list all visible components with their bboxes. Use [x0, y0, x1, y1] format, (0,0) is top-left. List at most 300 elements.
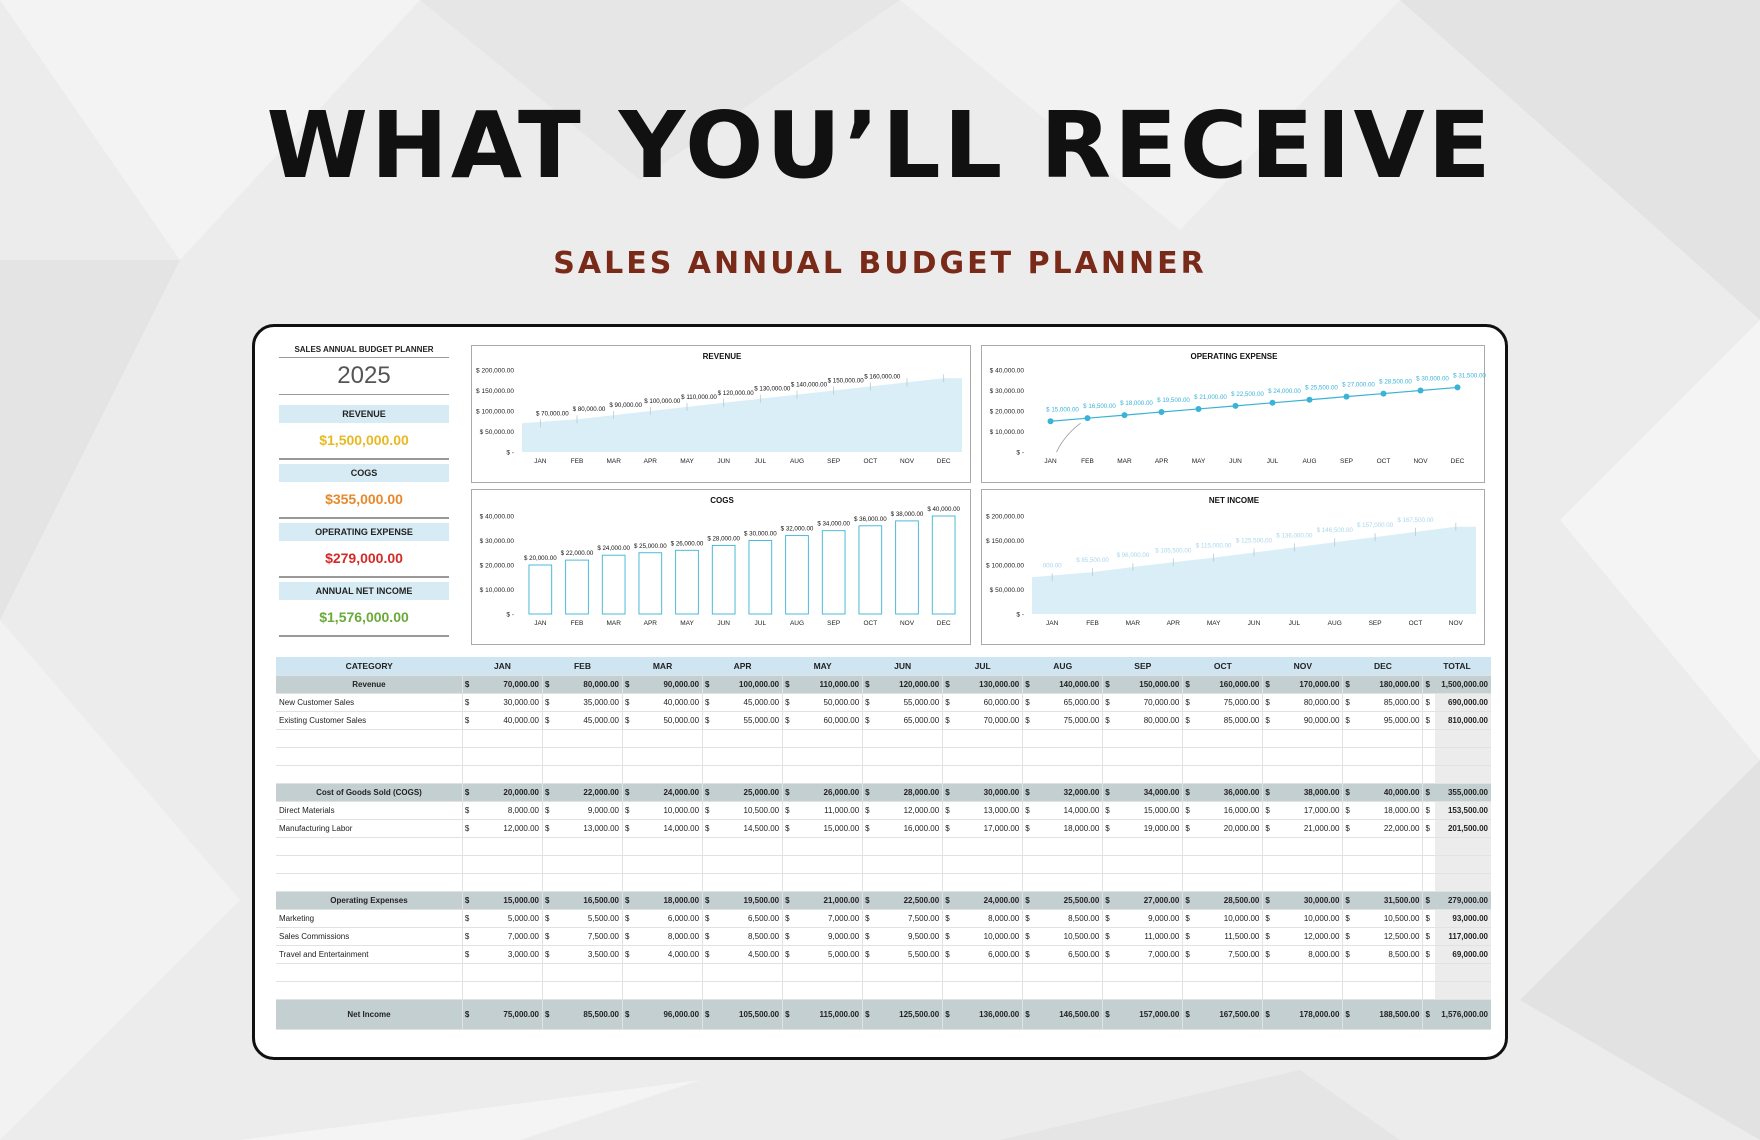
data-label: $ 125,500.00	[1235, 537, 1273, 545]
table-cell	[955, 765, 1023, 783]
revenue-value: $1,500,000.00	[279, 423, 449, 460]
currency-symbol: $	[783, 909, 795, 927]
chart-title: OPERATING EXPENSE	[1190, 352, 1278, 361]
table-cell	[475, 963, 543, 981]
data-label: $ 140,000.00	[790, 381, 828, 389]
row-label: Cost of Goods Sold (COGS)	[276, 783, 462, 801]
table-cell	[276, 855, 462, 873]
table-row-blank	[276, 747, 1491, 765]
data-label: $ 27,000.00	[1342, 381, 1375, 389]
cell-value: 18,000.00	[1035, 819, 1103, 837]
currency-symbol: $	[1023, 909, 1035, 927]
column-header: JAN	[462, 657, 542, 675]
table-cell	[1035, 855, 1103, 873]
cell-value: 22,000.00	[555, 783, 623, 801]
table-cell	[1263, 873, 1275, 891]
table-cell	[1355, 729, 1423, 747]
revenue-label: REVENUE	[279, 405, 449, 423]
x-tick-label: MAY	[1206, 620, 1221, 627]
x-tick-label: AUG	[1302, 458, 1317, 465]
bar	[932, 516, 955, 614]
currency-symbol: $	[863, 999, 875, 1029]
bar	[529, 565, 552, 614]
table-cell	[276, 747, 462, 765]
table-cell	[1115, 981, 1183, 999]
row-label: Existing Customer Sales	[276, 711, 462, 729]
table-cell	[1435, 873, 1491, 891]
currency-symbol: $	[1343, 711, 1355, 729]
bar	[639, 553, 662, 614]
currency-symbol: $	[1423, 801, 1435, 819]
x-tick-label: NOV	[1448, 620, 1463, 627]
table-cell	[703, 981, 715, 999]
table-cell	[1435, 837, 1491, 855]
row-label: Sales Commissions	[276, 927, 462, 945]
table-cell	[1183, 981, 1195, 999]
cell-value: 7,500.00	[1195, 945, 1263, 963]
x-tick-label: JUN	[1229, 458, 1242, 465]
table-cell	[1103, 855, 1115, 873]
table-cell	[1355, 873, 1423, 891]
x-tick-label: JUL	[1288, 620, 1301, 627]
currency-symbol: $	[783, 693, 795, 711]
cell-value: 45,000.00	[715, 693, 783, 711]
table-row	[276, 909, 1491, 927]
row-label: Operating Expenses	[276, 891, 462, 909]
cell-value: 19,000.00	[1115, 819, 1183, 837]
x-tick-label: MAR	[606, 458, 621, 465]
table-cell	[1183, 765, 1195, 783]
table-cell	[555, 873, 623, 891]
table-cell	[943, 981, 955, 999]
cell-value: 8,000.00	[955, 909, 1023, 927]
table-cell	[276, 729, 462, 747]
table-cell	[635, 729, 703, 747]
y-tick-label: $ -	[506, 449, 514, 457]
table-cell	[1035, 981, 1103, 999]
table-cell	[715, 963, 783, 981]
table-cell	[715, 765, 783, 783]
table-cell	[955, 963, 1023, 981]
table-cell	[1035, 873, 1103, 891]
cell-value: 105,500.00	[715, 999, 783, 1029]
currency-symbol: $	[623, 675, 635, 693]
currency-symbol: $	[1343, 909, 1355, 927]
table-cell	[1103, 963, 1115, 981]
table-cell	[1103, 729, 1115, 747]
table-cell	[715, 981, 783, 999]
data-label: $ 24,000.00	[597, 545, 631, 553]
table-cell	[955, 855, 1023, 873]
currency-symbol: $	[1183, 711, 1195, 729]
currency-symbol: $	[703, 819, 715, 837]
x-tick-label: AUG	[789, 458, 805, 465]
table-cell	[276, 765, 462, 783]
data-point	[1344, 394, 1350, 400]
table-cell	[1343, 729, 1355, 747]
cell-value: 160,000.00	[1195, 675, 1263, 693]
currency-symbol: $	[703, 891, 715, 909]
currency-symbol: $	[1103, 693, 1115, 711]
row-total: 1,576,000.00	[1435, 999, 1491, 1029]
column-header: MAR	[623, 657, 703, 675]
cell-value: 24,000.00	[955, 891, 1023, 909]
x-tick-label: FEB	[570, 620, 584, 627]
table-cell	[703, 837, 715, 855]
cell-value: 96,000.00	[635, 999, 703, 1029]
table-cell	[1035, 729, 1103, 747]
currency-symbol: $	[1343, 675, 1355, 693]
row-total: 690,000.00	[1435, 693, 1491, 711]
table-cell	[783, 873, 795, 891]
cell-value: 188,500.00	[1355, 999, 1423, 1029]
data-label: $ 32,000.00	[780, 525, 814, 533]
cell-value: 65,000.00	[1035, 693, 1103, 711]
currency-symbol: $	[1183, 999, 1195, 1029]
cell-value: 85,000.00	[1195, 711, 1263, 729]
cell-value: 15,000.00	[475, 891, 543, 909]
net-income-chart	[981, 489, 1485, 645]
spreadsheet-preview	[252, 324, 1508, 1060]
currency-symbol: $	[1423, 711, 1435, 729]
table-cell	[475, 855, 543, 873]
currency-symbol: $	[783, 675, 795, 693]
summary-panel	[279, 345, 449, 641]
data-label: $ 40,000.00	[927, 506, 961, 513]
currency-symbol: $	[703, 675, 715, 693]
bar	[566, 560, 589, 614]
cell-value: 15,000.00	[1115, 801, 1183, 819]
cell-value: 8,000.00	[475, 801, 543, 819]
table-cell	[542, 747, 554, 765]
currency-symbol: $	[462, 891, 474, 909]
data-label: $ 18,000.00	[1120, 400, 1153, 408]
table-cell	[462, 747, 474, 765]
table-cell	[875, 873, 943, 891]
currency-symbol: $	[1263, 945, 1275, 963]
cell-value: 95,000.00	[1355, 711, 1423, 729]
cogs-label: COGS	[279, 464, 449, 482]
column-header: MAY	[783, 657, 863, 675]
table-cell	[1435, 855, 1491, 873]
table-row-blank	[276, 765, 1491, 783]
cell-value: 14,000.00	[1035, 801, 1103, 819]
table-cell	[1195, 747, 1263, 765]
currency-symbol: $	[1263, 927, 1275, 945]
currency-symbol: $	[1423, 999, 1435, 1029]
currency-symbol: $	[623, 891, 635, 909]
table-cell	[635, 963, 703, 981]
table-cell	[1103, 981, 1115, 999]
cell-value: 8,500.00	[715, 927, 783, 945]
x-tick-label: JAN	[534, 620, 547, 627]
x-tick-label: OCT	[863, 620, 878, 627]
column-header: JUN	[863, 657, 943, 675]
cell-value: 38,000.00	[1275, 783, 1343, 801]
currency-symbol: $	[703, 801, 715, 819]
currency-symbol: $	[1423, 783, 1435, 801]
cell-value: 25,000.00	[715, 783, 783, 801]
x-tick-label: APR	[1154, 458, 1169, 465]
currency-symbol: $	[1423, 945, 1435, 963]
data-label: 000.00	[1042, 562, 1062, 570]
table-cell	[1275, 729, 1343, 747]
table-cell	[1343, 837, 1355, 855]
cell-value: 40,000.00	[1355, 783, 1423, 801]
cell-value: 136,000.00	[955, 999, 1023, 1029]
cell-value: 25,500.00	[1035, 891, 1103, 909]
data-label: $ 110,000.00	[681, 393, 717, 401]
cell-value: 4,000.00	[635, 945, 703, 963]
currency-symbol: $	[703, 693, 715, 711]
currency-symbol: $	[462, 711, 474, 729]
y-tick-label: $ 200,000.00	[476, 367, 514, 375]
table-cell	[462, 855, 474, 873]
table-cell	[795, 963, 863, 981]
currency-symbol: $	[783, 711, 795, 729]
table-cell	[542, 873, 554, 891]
currency-symbol: $	[462, 819, 474, 837]
table-cell	[462, 765, 474, 783]
table-cell	[635, 747, 703, 765]
cell-value: 60,000.00	[795, 711, 863, 729]
y-tick-label: $ -	[506, 611, 514, 619]
currency-symbol: $	[1103, 945, 1115, 963]
data-label: $ 105,500.00	[1155, 547, 1192, 555]
table-cell	[1183, 855, 1195, 873]
currency-symbol: $	[542, 711, 554, 729]
currency-symbol: $	[863, 783, 875, 801]
table-cell	[863, 981, 875, 999]
table-cell	[783, 855, 795, 873]
x-tick-label: FEB	[1086, 620, 1099, 627]
table-cell	[542, 981, 554, 999]
cell-value: 26,000.00	[795, 783, 863, 801]
column-header: APR	[703, 657, 783, 675]
currency-symbol: $	[1183, 801, 1195, 819]
x-tick-label: MAY	[680, 458, 694, 465]
cell-value: 55,000.00	[715, 711, 783, 729]
row-label: Direct Materials	[276, 801, 462, 819]
table-cell	[783, 729, 795, 747]
cell-value: 125,500.00	[875, 999, 943, 1029]
data-label: $ 130,000.00	[754, 385, 791, 393]
x-tick-label: SEP	[1339, 458, 1354, 465]
table-cell	[795, 729, 863, 747]
currency-symbol: $	[943, 783, 955, 801]
x-tick-label: SEP	[827, 458, 841, 465]
table-cell	[635, 873, 703, 891]
table-cell	[1275, 981, 1343, 999]
row-label: Revenue	[276, 675, 462, 693]
data-label: $ 146,500.00	[1316, 527, 1353, 535]
table-cell	[1023, 963, 1035, 981]
currency-symbol: $	[542, 819, 554, 837]
data-label: $ 24,000.00	[1268, 387, 1301, 395]
cell-value: 35,000.00	[555, 693, 623, 711]
data-point	[1233, 403, 1239, 409]
table-cell	[555, 963, 623, 981]
y-tick-label: $ -	[1016, 611, 1024, 619]
cell-value: 55,000.00	[875, 693, 943, 711]
table-cell	[276, 837, 462, 855]
data-label: $ 80,000.00	[572, 406, 606, 414]
table-cell	[783, 981, 795, 999]
bar	[822, 531, 845, 614]
table-cell	[475, 981, 543, 999]
cell-value: 12,000.00	[475, 819, 543, 837]
currency-symbol: $	[542, 945, 554, 963]
table-cell	[1183, 747, 1195, 765]
data-label: $ 31,500.00	[1453, 372, 1486, 380]
cell-value: 75,000.00	[475, 999, 543, 1029]
table-cell	[783, 747, 795, 765]
table-cell	[1423, 873, 1435, 891]
cell-value: 30,000.00	[1275, 891, 1343, 909]
data-point	[1048, 418, 1054, 424]
cell-value: 36,000.00	[1195, 783, 1263, 801]
table-cell	[943, 837, 955, 855]
cell-value: 75,000.00	[1195, 693, 1263, 711]
row-total: 93,000.00	[1435, 909, 1491, 927]
row-total: 117,000.00	[1435, 927, 1491, 945]
table-cell	[542, 765, 554, 783]
cell-value: 75,000.00	[1035, 711, 1103, 729]
data-label: $ 167,500.00	[1397, 516, 1434, 524]
table-cell	[703, 747, 715, 765]
table-row-blank	[276, 837, 1491, 855]
cell-value: 60,000.00	[955, 693, 1023, 711]
cell-value: 9,000.00	[795, 927, 863, 945]
currency-symbol: $	[943, 801, 955, 819]
currency-symbol: $	[943, 945, 955, 963]
cell-value: 18,000.00	[1355, 801, 1423, 819]
table-row	[276, 783, 1491, 801]
currency-symbol: $	[1183, 819, 1195, 837]
currency-symbol: $	[1103, 711, 1115, 729]
table-cell	[715, 729, 783, 747]
x-tick-label: JUN	[717, 620, 730, 627]
currency-symbol: $	[1343, 801, 1355, 819]
cell-value: 16,000.00	[1195, 801, 1263, 819]
operating-expense-chart	[981, 345, 1485, 483]
x-tick-label: JUN	[717, 458, 730, 465]
currency-symbol: $	[623, 783, 635, 801]
table-cell	[1263, 855, 1275, 873]
currency-symbol: $	[1423, 675, 1435, 693]
cell-value: 22,500.00	[875, 891, 943, 909]
table-cell	[623, 765, 635, 783]
currency-symbol: $	[1103, 891, 1115, 909]
table-row	[276, 945, 1491, 963]
cell-value: 9,000.00	[555, 801, 623, 819]
page-subheadline: SALES ANNUAL BUDGET PLANNER	[553, 246, 1207, 281]
table-cell	[1423, 837, 1435, 855]
table-row-blank	[276, 855, 1491, 873]
currency-symbol: $	[1023, 783, 1035, 801]
table-cell	[943, 963, 955, 981]
table-cell	[703, 729, 715, 747]
table-cell	[555, 837, 623, 855]
table-cell	[955, 837, 1023, 855]
cell-value: 21,000.00	[1275, 819, 1343, 837]
cell-value: 5,500.00	[555, 909, 623, 927]
bar	[749, 541, 772, 615]
y-tick-label: $ 20,000.00	[989, 408, 1024, 416]
x-tick-label: OCT	[1376, 458, 1391, 465]
table-cell	[542, 963, 554, 981]
table-cell	[1183, 963, 1195, 981]
column-header: FEB	[542, 657, 622, 675]
cell-value: 13,000.00	[955, 801, 1023, 819]
data-label: $ 100,000.00	[644, 398, 681, 405]
cell-value: 40,000.00	[475, 711, 543, 729]
cell-value: 130,000.00	[955, 675, 1023, 693]
table-cell	[715, 837, 783, 855]
data-point	[1196, 406, 1202, 412]
currency-symbol: $	[542, 675, 554, 693]
table-cell	[1355, 855, 1423, 873]
table-cell	[715, 747, 783, 765]
y-tick-label: $ 30,000.00	[479, 538, 514, 545]
currency-symbol: $	[783, 927, 795, 945]
cell-value: 85,000.00	[1355, 693, 1423, 711]
table-cell	[863, 747, 875, 765]
cell-value: 3,000.00	[475, 945, 543, 963]
y-tick-label: $ 150,000.00	[476, 388, 514, 395]
x-tick-label: NOV	[899, 458, 915, 465]
cell-value: 20,000.00	[475, 783, 543, 801]
cell-value: 10,500.00	[1035, 927, 1103, 945]
table-cell	[1423, 981, 1435, 999]
table-cell	[783, 963, 795, 981]
row-total: 355,000.00	[1435, 783, 1491, 801]
row-total: 201,500.00	[1435, 819, 1491, 837]
table-cell	[1023, 855, 1035, 873]
y-tick-label: $ 10,000.00	[989, 429, 1024, 436]
row-total: 69,000.00	[1435, 945, 1491, 963]
table-cell	[1275, 837, 1343, 855]
currency-symbol: $	[1023, 945, 1035, 963]
chart-title: COGS	[710, 496, 734, 505]
currency-symbol: $	[1183, 945, 1195, 963]
table-cell	[795, 873, 863, 891]
table-cell	[1435, 747, 1491, 765]
y-tick-label: $ 100,000.00	[476, 408, 514, 416]
cell-value: 8,500.00	[1035, 909, 1103, 927]
table-cell	[1263, 963, 1275, 981]
data-label: $ 15,000.00	[1046, 406, 1079, 414]
cell-value: 140,000.00	[1035, 675, 1103, 693]
cell-value: 12,000.00	[875, 801, 943, 819]
currency-symbol: $	[1183, 891, 1195, 909]
cell-value: 40,000.00	[635, 693, 703, 711]
x-tick-label: JUL	[754, 620, 767, 627]
cell-value: 19,500.00	[715, 891, 783, 909]
table-cell	[1423, 747, 1435, 765]
x-tick-label: MAY	[1191, 458, 1206, 465]
currency-symbol: $	[542, 927, 554, 945]
x-tick-label: FEB	[570, 458, 584, 465]
currency-symbol: $	[1343, 891, 1355, 909]
row-label: Marketing	[276, 909, 462, 927]
data-label: $ 120,000.00	[717, 389, 754, 397]
cell-value: 170,000.00	[1275, 675, 1343, 693]
operating-expense-value: $279,000.00	[279, 541, 449, 578]
cell-value: 28,500.00	[1195, 891, 1263, 909]
x-tick-label: MAR	[1117, 458, 1132, 465]
cell-value: 150,000.00	[1115, 675, 1183, 693]
